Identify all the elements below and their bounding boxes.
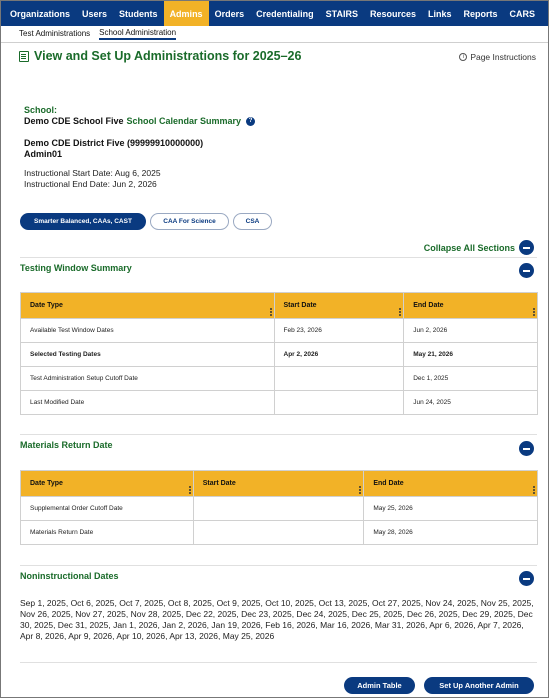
school-label: School: <box>24 105 57 115</box>
tab-caa-for-science[interactable]: CAA For Science <box>150 213 229 230</box>
noninstructional-collapse-icon[interactable] <box>519 571 534 586</box>
column-header-start-date[interactable] <box>274 293 404 319</box>
nav-links[interactable]: Links <box>427 8 452 19</box>
column-header-date-type[interactable] <box>21 293 275 319</box>
column-menu-icon[interactable] <box>399 308 401 316</box>
column-menu-icon[interactable] <box>270 308 272 316</box>
table-row <box>21 367 538 391</box>
table-row <box>21 497 538 521</box>
column-menu-icon[interactable] <box>359 486 361 494</box>
nav-students[interactable]: Students <box>119 8 158 19</box>
noninstructional-title[interactable]: Noninstructional Dates <box>20 571 119 581</box>
testing-window-collapse-icon[interactable] <box>519 263 534 278</box>
table-cell: Supplemental Order Cutoff Date <box>21 497 194 521</box>
table-cell: Feb 23, 2026 <box>274 319 404 343</box>
divider <box>20 662 537 663</box>
admin-table-button[interactable]: Admin Table <box>344 677 415 694</box>
column-menu-icon[interactable] <box>189 486 191 494</box>
table-cell: Jun 2, 2026 <box>404 319 538 343</box>
column-header-label: Date Type <box>30 302 63 309</box>
top-nav <box>1 1 549 26</box>
table-cell: May 21, 2026 <box>404 343 538 367</box>
table-cell: Selected Testing Dates <box>21 343 275 367</box>
nav-stairs[interactable]: STAIRS <box>325 8 358 19</box>
tab-smarter-balanced[interactable]: Smarter Balanced, CAAs, CAST <box>20 213 146 230</box>
table-row <box>21 343 538 367</box>
divider <box>20 565 537 566</box>
column-menu-icon[interactable] <box>533 308 535 316</box>
instructional-start-date: Instructional Start Date: Aug 6, 2025 <box>24 168 161 178</box>
nav-reports[interactable]: Reports <box>463 8 498 19</box>
school-calendar-summary-link[interactable]: School Calendar Summary <box>126 116 242 126</box>
divider <box>20 257 537 258</box>
table-cell <box>274 367 404 391</box>
table-cell: Test Administration Setup Cutoff Date <box>21 367 275 391</box>
table-cell <box>193 521 364 545</box>
set-up-another-admin-button[interactable]: Set Up Another Admin <box>424 677 534 694</box>
table-row <box>21 391 538 415</box>
testing-window-table <box>20 292 538 415</box>
subnav-test-administrations[interactable]: Test Administrations <box>19 29 91 38</box>
instructional-dates <box>24 168 161 190</box>
calendar-icon <box>19 51 29 62</box>
column-header-date-type[interactable] <box>21 471 194 497</box>
table-cell: Last Modified Date <box>21 391 275 415</box>
column-header-label: Start Date <box>202 480 236 487</box>
table-cell: May 25, 2026 <box>364 497 538 521</box>
collapse-all-label[interactable]: Collapse All Sections <box>423 242 515 253</box>
table-cell: May 28, 2026 <box>364 521 538 545</box>
collapse-all-sections[interactable] <box>424 240 534 255</box>
page-title <box>19 49 301 63</box>
table-cell: Dec 1, 2025 <box>404 367 538 391</box>
noninstructional-dates-list: Sep 1, 2025, Oct 6, 2025, Oct 7, 2025, Oct 8, 2025, Oct 9, 2025, Oct 10, 2025, Oct 13, 2025, Oct 27, 2025, Nov 24, 2025, Nov 25, 2025, Nov 26, 2025, Nov 27, 2025, Nov 28, 2025, Dec 22, 2025, Dec 23, 2025, Dec 24, 2025, Dec 25, 2025, Dec 26, 2025, Dec 29, 2025, Dec 30, 2025, Dec 31, 2025, Jan 1, 2026, Jan 2, 2026, Jan 19, 2026, Feb 16, 2026, Mar 16, 2026, Mar 31, 2026, Apr 6, 2026, Apr 7, 2026, Apr 8, 2026, Apr 9, 2026, Apr 10, 2026, Apr 13, 2026, May 25, 2026 <box>20 598 534 641</box>
column-header-end-date[interactable] <box>364 471 538 497</box>
page-instructions-label[interactable]: Page Instructions <box>470 52 536 62</box>
instructional-end-date: Instructional End Date: Jun 2, 2026 <box>24 179 157 189</box>
school-row <box>24 116 255 126</box>
nav-users[interactable]: Users <box>82 8 108 19</box>
nav-orders[interactable]: Orders <box>214 8 245 19</box>
bottom-actions <box>335 677 534 694</box>
collapse-all-icon[interactable] <box>519 240 534 255</box>
nav-credentialing[interactable]: Credentialing <box>256 8 314 19</box>
info-icon: i <box>459 53 467 61</box>
table-header-row <box>21 471 538 497</box>
table-cell <box>274 391 404 415</box>
table-cell: Materials Return Date <box>21 521 194 545</box>
help-icon[interactable]: ? <box>246 117 255 126</box>
column-header-label: Start Date <box>283 302 317 309</box>
table-cell <box>193 497 364 521</box>
table-cell: Available Test Window Dates <box>21 319 275 343</box>
tab-csa[interactable]: CSA <box>233 213 272 230</box>
column-header-label: End Date <box>413 302 444 309</box>
column-header-start-date[interactable] <box>193 471 364 497</box>
nav-admins[interactable]: Admins <box>164 1 209 26</box>
nav-resources[interactable]: Resources <box>369 8 416 19</box>
admin-name: Admin01 <box>24 149 63 159</box>
subnav-school-administration[interactable]: School Administration <box>99 28 176 40</box>
table-cell: Jun 24, 2025 <box>404 391 538 415</box>
test-type-tabs <box>20 213 276 230</box>
table-cell: Apr 2, 2026 <box>274 343 404 367</box>
school-block <box>24 105 255 126</box>
district-block <box>24 138 203 160</box>
testing-window-title[interactable]: Testing Window Summary <box>20 263 132 273</box>
table-row <box>21 319 538 343</box>
nav-cars[interactable]: CARS <box>509 8 536 19</box>
materials-return-collapse-icon[interactable] <box>519 441 534 456</box>
column-header-label: End Date <box>373 480 404 487</box>
district-name: Demo CDE District Five (99999910000000) <box>24 138 204 148</box>
materials-return-table <box>20 470 538 545</box>
table-row <box>21 521 538 545</box>
school-name: Demo CDE School Five <box>24 116 124 126</box>
column-header-end-date[interactable] <box>404 293 538 319</box>
nav-organizations[interactable]: Organizations <box>10 8 71 19</box>
materials-return-title[interactable]: Materials Return Date <box>20 440 113 450</box>
page-instructions-link[interactable] <box>459 52 536 62</box>
column-header-label: Date Type <box>30 480 63 487</box>
column-menu-icon[interactable] <box>533 486 535 494</box>
divider <box>20 434 537 435</box>
page-title-text: View and Set Up Administrations for 2025–26 <box>34 49 302 63</box>
table-header-row <box>21 293 538 319</box>
sub-nav <box>1 26 549 43</box>
